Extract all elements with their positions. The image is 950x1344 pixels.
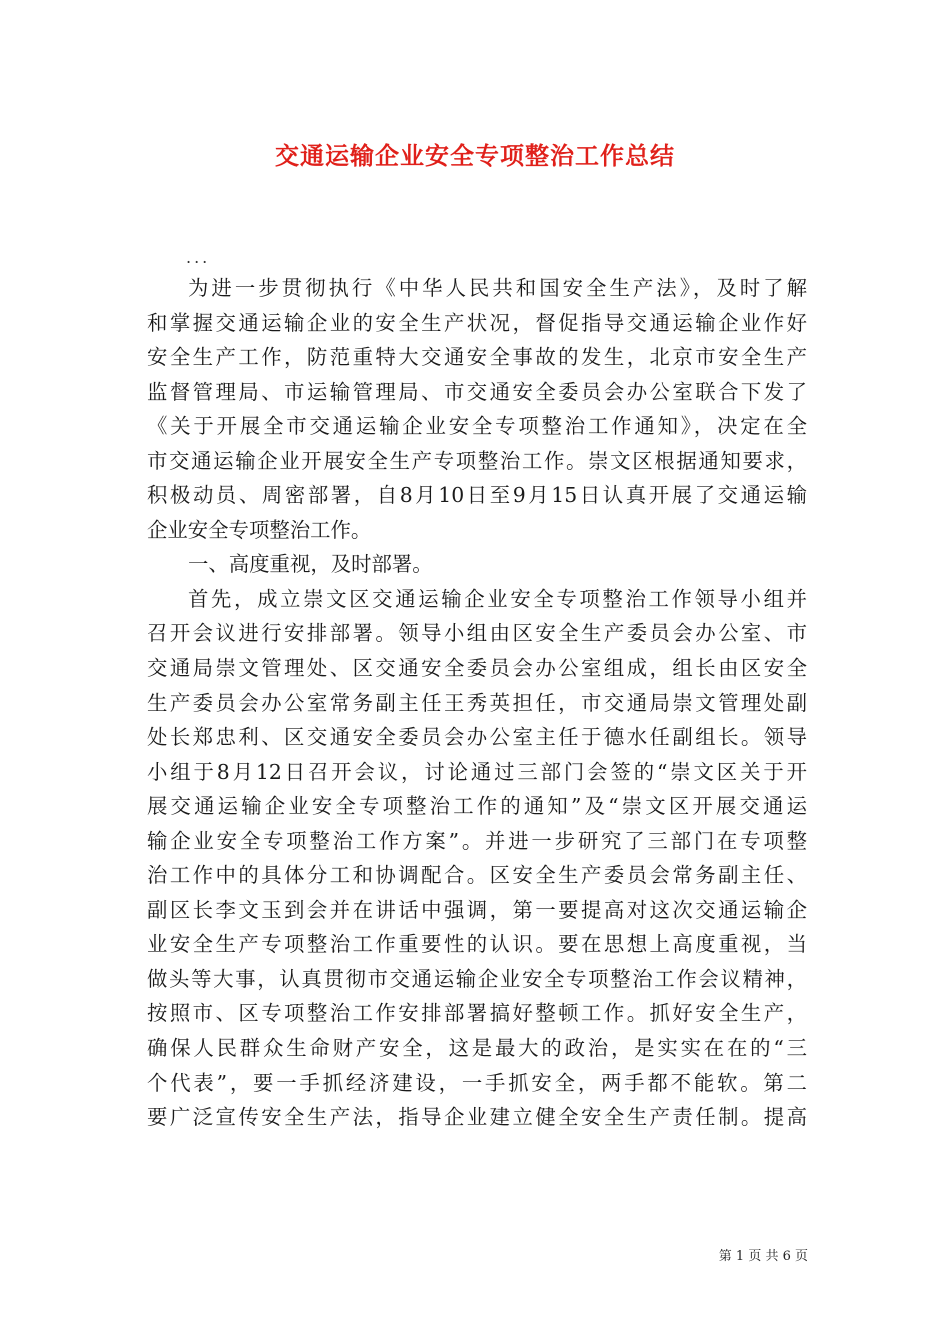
body-line: 输企业安全专项整治工作方案”。并进一步研究了三部门在专项整: [147, 828, 807, 853]
body-line: 业安全生产专项整治工作重要性的认识。要在思想上高度重视，当: [147, 932, 807, 957]
body-line: 做头等大事，认真贯彻市交通运输企业安全专项整治工作会议精神，: [147, 966, 807, 991]
body-line: 积极动员、周密部署，自8月10日至9月15日认真开展了交通运输: [147, 483, 807, 508]
ellipsis-marker: ...: [186, 248, 211, 267]
body-line: 小组于8月12日召开会议，讨论通过三部门会签的“崇文区关于开: [147, 759, 807, 784]
document-title: 交通运输企业安全专项整治工作总结: [275, 141, 675, 170]
body-line: 企业安全专项整治工作。: [147, 517, 372, 542]
body-line: 展交通运输企业安全专项整治工作的通知”及“崇文区开展交通运: [147, 794, 807, 819]
body-line: 个代表”，要一手抓经济建设，一手抓安全，两手都不能软。第二: [147, 1070, 807, 1095]
body-line: 安全生产工作，防范重特大交通安全事故的发生，北京市安全生产: [147, 345, 807, 370]
page-number: 第 1 页 共 6 页: [718, 1249, 808, 1264]
body-line: 治工作中的具体分工和协调配合。区安全生产委员会常务副主任、: [147, 863, 807, 888]
body-line: 和掌握交通运输企业的安全生产状况，督促指导交通运输企业作好: [147, 310, 807, 335]
body-line: 副区长李文玉到会并在讲话中强调，第一要提高对这次交通运输企: [147, 897, 807, 922]
body-line: 监督管理局、市运输管理局、市交通安全委员会办公室联合下发了: [147, 379, 807, 404]
body-line: 《关于开展全市交通运输企业安全专项整治工作通知》，决定在全: [147, 414, 807, 439]
body-line: 召开会议进行安排部署。领导小组由区安全生产委员会办公室、市: [147, 621, 807, 646]
body-line: 生产委员会办公室常务副主任王秀英担任，市交通局崇文管理处副: [147, 690, 807, 715]
body-line: 为进一步贯彻执行《中华人民共和国安全生产法》，及时了解: [188, 276, 807, 300]
body-line: 交通局崇文管理处、区交通安全委员会办公室组成，组长由区安全: [147, 656, 807, 681]
body-line: 确保人民群众生命财产安全，这是最大的政治，是实实在在的“三: [147, 1036, 807, 1061]
body-line: 市交通运输企业开展安全生产专项整治工作。崇文区根据通知要求，: [147, 448, 807, 473]
section-heading: 一、高度重视，及时部署。: [188, 552, 433, 577]
body-line: 首先，成立崇文区交通运输企业安全专项整治工作领导小组并: [188, 586, 807, 611]
body-line: 处长郑忠利、区交通安全委员会办公室主任于德水任副组长。领导: [147, 725, 807, 750]
body-line: 要广泛宣传安全生产法，指导企业建立健全安全生产责任制。提高: [147, 1105, 807, 1130]
body-line: 按照市、区专项整治工作安排部署搞好整顿工作。抓好安全生产，: [147, 1001, 807, 1026]
document-body: [147, 271, 807, 1135]
